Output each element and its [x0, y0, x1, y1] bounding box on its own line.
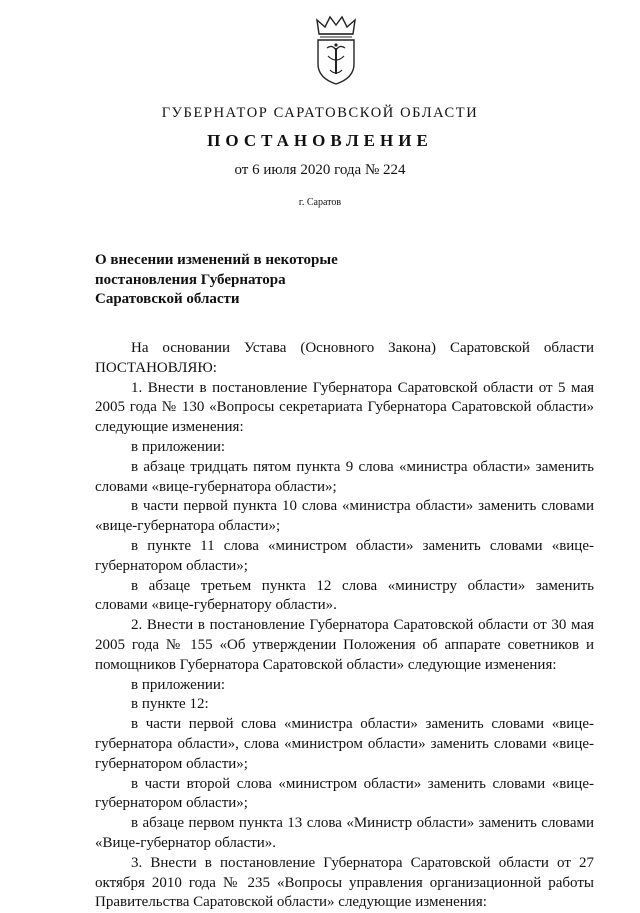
body-paragraph: 1. Внести в постановление Губернатора Саратовской области от 5 мая 2005 года № 130 «Вопросы секретариата Губернатора Саратовской области» следующие изменения:: [95, 379, 594, 436]
body-paragraph: На основании Устава (Основного Закона) Саратовской области ПОСТАНОВЛЯЮ:: [95, 340, 594, 376]
authority-heading: ГУБЕРНАТОР САРАТОВСКОЙ ОБЛАСТИ: [161, 105, 479, 121]
document-city: г. Саратов: [298, 197, 342, 208]
body-paragraph: в пункте 12:: [131, 696, 209, 713]
title-line: Саратовской области: [95, 291, 240, 307]
body-paragraph: в абзаце тридцать пятом пункта 9 слова «министра области» заменить словами «вице-губернатора области»;: [95, 458, 594, 495]
coat-of-arms-emblem: [313, 14, 359, 86]
document-body: [95, 339, 594, 913]
document-title: [95, 251, 395, 310]
body-paragraph: в части второй слова «министром области» заменить словами «вице-губернатором области»;: [95, 775, 594, 812]
body-paragraph: в приложении:: [131, 438, 226, 455]
body-paragraph: 2. Внести в постановление Губернатора Саратовской области от 30 мая 2005 года № 155 «Об утверждении Положения об аппарате советников и помощников Губернатора Саратовской области» следующие изменения:: [95, 617, 594, 673]
title-line: О внесении изменений в некоторые: [95, 252, 338, 268]
body-paragraph: в абзаце третьем пункта 12 слова «министру области» заменить словами «вице-губернатору области».: [95, 577, 594, 614]
body-paragraph: в приложении:: [131, 676, 226, 693]
title-line: постановления Губернатора: [95, 271, 286, 288]
body-paragraph: в абзаце первом пункта 13 слова «Министр области» заменить словами «Вице-губернатор области».: [95, 815, 594, 851]
body-paragraph: 3. Внести в постановление Губернатора Саратовской области от 27 октября 2010 года № 235 «Вопросы управления организационной работы Правительства Саратовской области» следующие изменения:: [95, 854, 594, 911]
body-paragraph: в части первой слова «министра области» заменить словами «вице-губернатора области», слова «министром области» заменить словами «вице-губернатором области»;: [95, 716, 594, 772]
document-type-heading: ПОСТАНОВЛЕНИЕ: [207, 131, 433, 150]
body-paragraph: в части первой пункта 10 слова «министра области» заменить словами «вице-губернатора области»;: [95, 498, 594, 535]
body-paragraph: в пункте 11 слова «министром области» заменить словами «вице-губернатором области»;: [95, 537, 594, 574]
document-date-number: от 6 июля 2020 года № 224: [234, 162, 406, 178]
